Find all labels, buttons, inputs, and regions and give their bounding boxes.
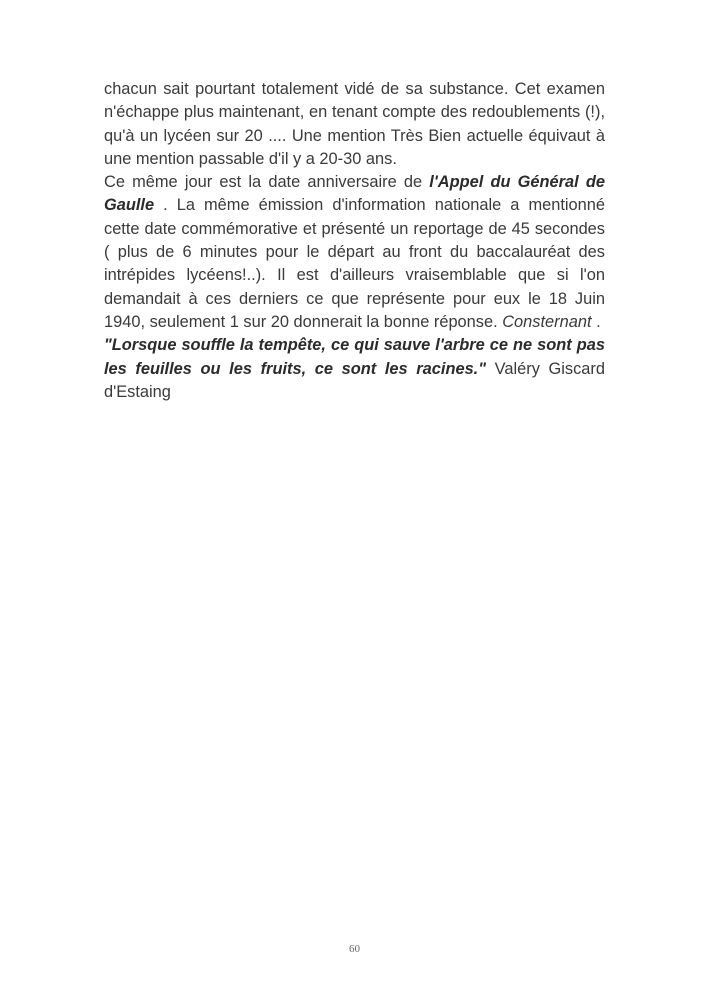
quote-author: Valéry Giscard d'Estaing bbox=[104, 359, 605, 401]
paragraph-text: chacun sait pourtant totalement vidé de sa substance. Cet examen n'échappe plus maintenant, en tenant compte des redoublements (!), qu'à un lycéen sur 20 .... Une mention Très Bien actuelle équivaut à une mention passable d'il y a 20-30 ans. bbox=[104, 80, 605, 168]
paragraph-text-end: . bbox=[591, 312, 601, 331]
consternant-italic: Consternant bbox=[502, 312, 592, 331]
quote-text: "Lorsque souffle la tempête, ce qui sauve l'arbre ce ne sont pas les feuilles ou les fruits, ce sont les racines." bbox=[104, 336, 605, 378]
paragraph-baccalaureat bbox=[104, 78, 605, 171]
paragraph-text-body: . La même émission d'information nationale a mentionné cette date commémorative et présenté un reportage de 45 secondes ( plus de 6 minutes pour le départ au front du baccalauréat des intrépides lycéens!..). Il est d'ailleurs vraisemblable que si l'on demandait à ces derniers ce que représente pour eux le 18 Juin 1940, seulement 1 sur 20 donnerait la bonne réponse. bbox=[104, 196, 605, 331]
page-number: 60 bbox=[349, 943, 360, 955]
appel-emphasis: l'Appel du Général de Gaulle bbox=[104, 173, 605, 215]
body-text bbox=[104, 78, 605, 404]
quote-paragraph bbox=[104, 334, 605, 404]
paragraph-text-intro: Ce même jour est la date anniversaire de bbox=[104, 173, 430, 192]
paragraph-appel bbox=[104, 171, 605, 334]
